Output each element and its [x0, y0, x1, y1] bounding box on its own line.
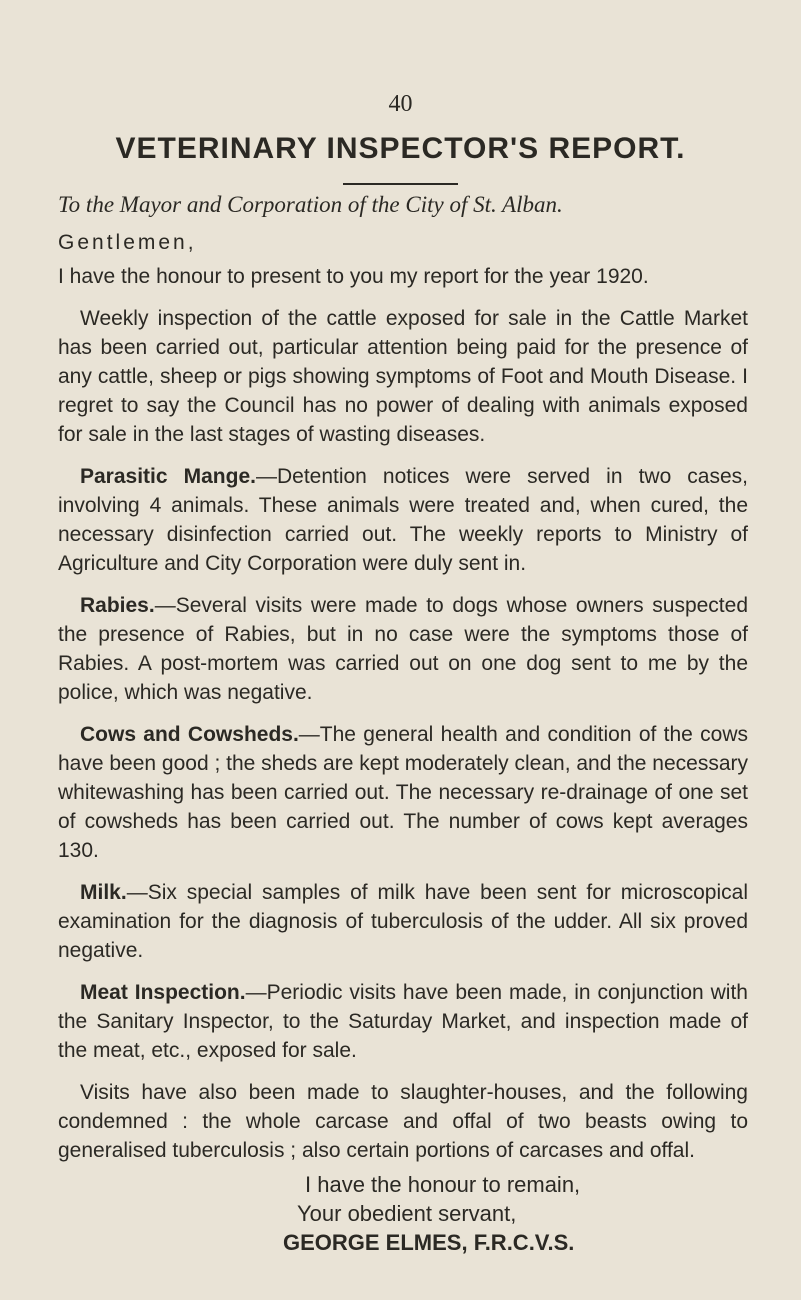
paragraph-heading: Rabies. [80, 594, 155, 617]
page-number: 40 [388, 91, 413, 117]
paragraph-cattle-market [58, 304, 748, 449]
paragraph-text: Visits have also been made to slaughter-houses, and the following condemned : the whole carcase and offal of two beasts owing to generalised tuberculosis ; also certain portions of carcases and offal. [58, 1081, 748, 1162]
paragraph-meat-inspection [58, 978, 748, 1065]
paragraph-text: Weekly inspection of the cattle exposed for sale in the Cattle Market has been carried out, particular attention being paid for the presence of any cattle, sheep or pigs showing symptoms of Foot and Mouth Disease. I regret to say the Council has no power of dealing with animals exposed for sale in the last stages of wasting diseases. [58, 307, 748, 446]
paragraph-heading: Parasitic Mange. [80, 465, 256, 488]
paragraph-cows [58, 720, 748, 865]
paragraph-slaughter-houses [58, 1078, 748, 1165]
paragraph-parasitic-mange [58, 462, 748, 578]
paragraph-text: —Six special samples of milk have been sent for microscopical examination for the diagnosis of tuberculosis of the udder. All six proved negative. [58, 881, 748, 962]
paragraph-rabies [58, 591, 748, 707]
paragraph-heading: Cows and Cowsheds. [80, 723, 299, 746]
report-title: VETERINARY INSPECTOR'S REPORT. [115, 132, 686, 165]
closing-line: I have the honour to remain, [305, 1172, 581, 1197]
signature: GEORGE ELMES, F.R.C.V.S. [283, 1230, 575, 1255]
paragraph-milk [58, 878, 748, 965]
closing-servant: Your obedient servant, [297, 1201, 517, 1226]
paragraph-heading: Meat Inspection. [80, 981, 246, 1004]
paragraph-text: —Detention notices were served in two cases, involving 4 animals. These animals were treated and, when cured, the necessary disinfection carried out. The weekly reports to Ministry of Agriculture and City Corporation were duly sent in. [58, 465, 748, 575]
closing-block [283, 1170, 581, 1257]
addressee: To the Mayor and Corporation of the City of St. Alban. [58, 192, 563, 217]
paragraph-heading: Milk. [80, 881, 127, 904]
title-divider [343, 183, 458, 185]
intro-paragraph: I have the honour to present to you my report for the year 1920. [58, 265, 649, 288]
paragraph-text: —Several visits were made to dogs whose owners suspected the presence of Rabies, but in no case were the symptoms those of Rabies. A post-mortem was carried out on one dog sent to me by the police, which was negative. [58, 594, 748, 704]
paragraph-text: —Periodic visits have been made, in conjunction with the Sanitary Inspector, to the Saturday Market, and inspection made of the meat, etc., exposed for sale. [58, 981, 748, 1062]
paragraph-text: —The general health and condition of the cows have been good ; the sheds are kept moderately clean, and the necessary whitewashing has been carried out. The necessary re-drainage of one set of cowsheds has been carried out. The number of cows kept averages 130. [58, 723, 748, 862]
salutation: Gentlemen, [58, 231, 197, 254]
report-body [58, 262, 748, 1178]
